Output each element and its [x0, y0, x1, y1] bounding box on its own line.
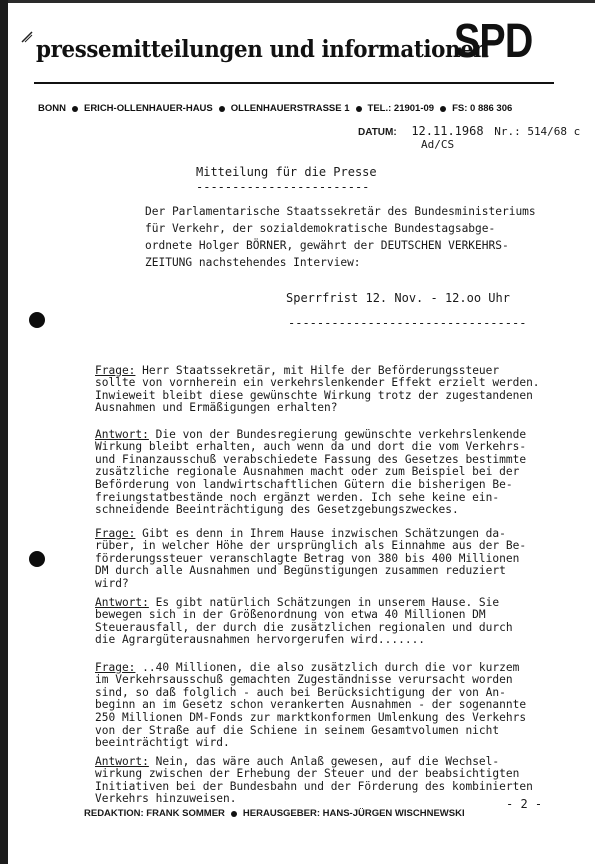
address-street: OLLENHAUERSTRASSE 1 — [230, 103, 350, 114]
address-building: ERICH-OLLENHAUER-HAUS — [83, 103, 213, 114]
qa-block — [95, 743, 565, 806]
qa-block — [95, 649, 565, 750]
heading-underline: ------------------------ — [196, 180, 370, 194]
bullet-icon — [231, 811, 237, 817]
qa-text: Herr Staatssekretär, mit Hilfe der Beförderungssteuer sollte von vornherein ein verkehrslenkender Effekt erzielt werden. Inwieweit bleibt diese gewünschte Wirkung trotz der zugestandenen Ausnahmen und Ermäßigungen erhalten? — [95, 363, 540, 415]
qa-block — [95, 352, 565, 415]
intro-paragraph: Der Parlamentarische Staatssekretär des Bundesministeriums für Verkehr, der sozialdemokratische Bundestagsabge- ordnete Holger BÖRNER, gewährt der DEUTSCHEN VERKEHRS- ZEITUNG nachstehendes Interview: — [145, 205, 536, 269]
bullet-icon — [356, 106, 362, 112]
address-phone: TEL.: 21901-09 — [367, 103, 435, 114]
reference-number: Nr.: 514/68 c — [494, 125, 581, 138]
qa-lead: Antwort: — [95, 595, 149, 609]
page-number: - 2 - — [506, 797, 543, 811]
address-telex: FS: 0 886 306 — [452, 103, 513, 114]
document-heading: Mitteilung für die Presse — [196, 165, 377, 179]
punch-hole — [29, 551, 45, 567]
datum-value: 12.11.1968 — [411, 124, 484, 138]
qa-block — [95, 515, 565, 591]
header-rule — [34, 82, 554, 84]
qa-block — [95, 584, 565, 647]
header-address — [38, 103, 512, 114]
embargo-notice: Sperrfrist 12. Nov. - 12.oo Uhr — [286, 291, 510, 305]
bullet-icon — [72, 106, 78, 112]
spd-logo: SPD — [454, 15, 533, 68]
initials: Ad/CS — [421, 138, 455, 151]
punch-hole — [29, 312, 45, 328]
qa-text: Die von der Bundesregierung gewünschte verkehrslenkende Wirkung bleibt erhalten, auch wenn da und dort die vom Verkehrs- und Finanzausschuß verabschiedete Fassung des Gesetzes bestimmte zusätzliche regionale Ausnahmen macht oder zum Beispiel bei der Beförderung von landwirtschaftlichen Gütern die bisherigen Be- freiungstatbestände noch ergänzt werden. Ich sehe keine ein- schneidende Beeinträchtigung des Gesetzgebungszweckes. — [95, 427, 527, 517]
footer-publisher: HERAUSGEBER: HANS-JÜRGEN WISCHNEWSKI — [242, 808, 465, 819]
qa-text: Es gibt natürlich Schätzungen in unserem Hause. Sie bewegen sich in der Größenordnung von etwa 40 Millionen DM Steuerausfall, der durch die zusätzlichen regionalen und durch die Agrargüterausnahmen hervorgerufen wird....... — [95, 595, 513, 647]
qa-text: Nein, das wäre auch Anlaß gewesen, auf die Wechsel- wirkung zwischen der Erhebung der Steuer und der beabsichtigten Initiativen bei der Bundesbahn und der Förderung des kombinierten Verkehrs hinzuweisen. — [95, 754, 533, 806]
qa-lead: Antwort: — [95, 427, 149, 441]
datum-row — [358, 124, 580, 138]
footer — [84, 808, 465, 819]
qa-lead: Frage: — [95, 660, 136, 674]
bullet-icon — [219, 106, 225, 112]
datum-label: DATUM: — [358, 127, 397, 138]
decorative-mark-icon — [20, 30, 34, 44]
address-city: BONN — [38, 103, 66, 114]
qa-lead: Antwort: — [95, 754, 149, 768]
header-title: pressemitteilungen und informationen — [36, 36, 489, 63]
qa-text: Gibt es denn in Ihrem Hause inzwischen Schätzungen da- rüber, in welcher Höhe der ursprünglich als Einnahme aus der Be- förderungssteuer veranschlagte Betrag von 380 bis 400 Millionen DM durch alle Ausnahmen und Begünstigungen zusammen reduziert wird? — [95, 526, 527, 590]
top-edge — [0, 0, 595, 3]
bullet-icon — [440, 106, 446, 112]
embargo-underline: --------------------------------- — [288, 316, 527, 330]
qa-text: ..40 Millionen, die also zusätzlich durch die vor kurzem im Verkehrsausschuß gemachten Zugeständnisse verursacht worden sind, so daß folglich - auch bei Berücksichtigung der von An- beginn an im Gesetz schon verankerten Ausnahmen - der sogenannte 250 Millionen DM-Fonds zur marktkonformen Umlenkung des Verkehrs von der Straße auf die Schiene in seinem Gesamtvolumen nicht beeinträchtigt wird. — [95, 660, 527, 750]
page-edge — [0, 0, 8, 864]
qa-lead: Frage: — [95, 526, 136, 540]
qa-lead: Frage: — [95, 363, 136, 377]
footer-editor: REDAKTION: FRANK SOMMER — [84, 808, 225, 819]
qa-block — [95, 416, 565, 517]
